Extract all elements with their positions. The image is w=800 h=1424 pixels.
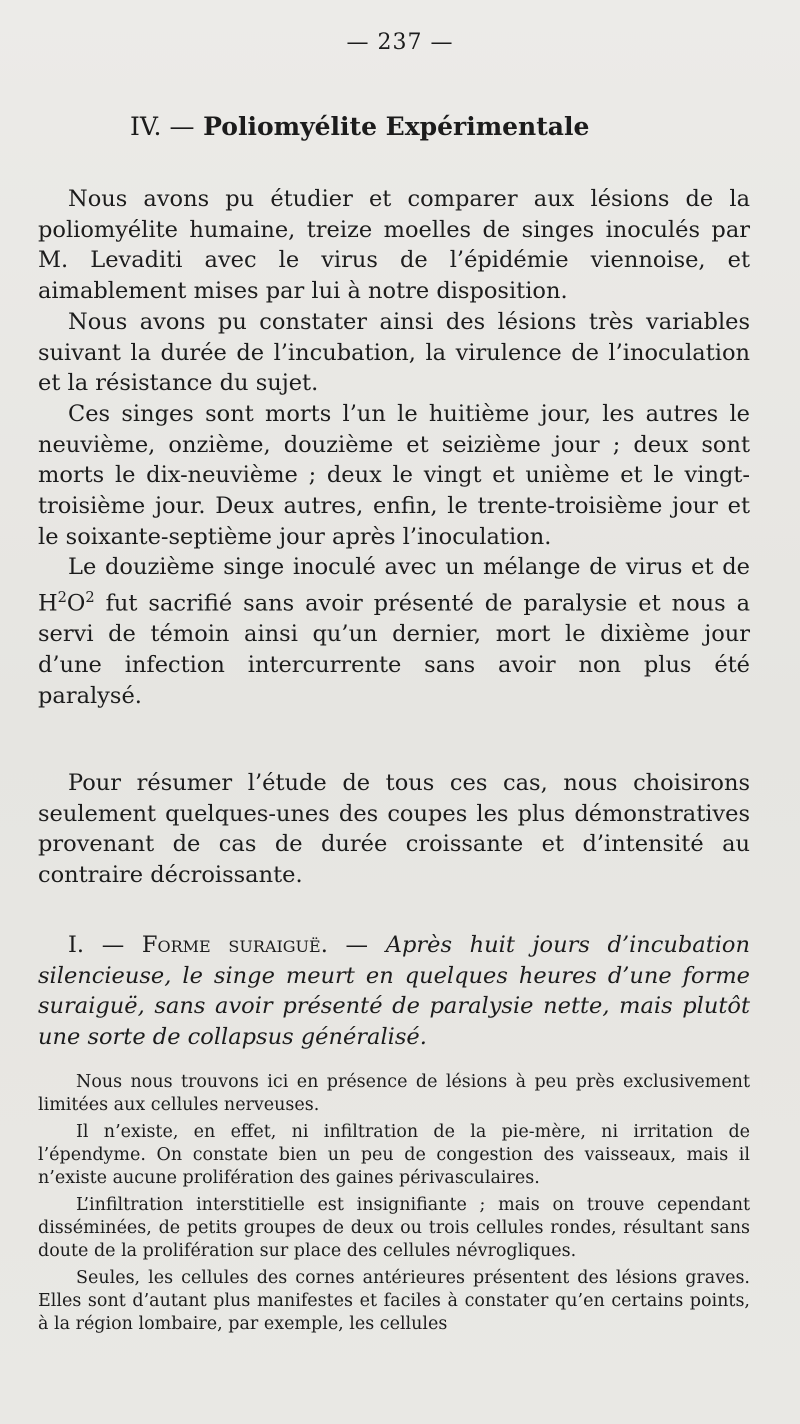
summary-paragraph-block (38, 768, 750, 891)
section-title: Poliomyélite Expérimentale (203, 112, 590, 141)
intro-paragraphs (38, 184, 750, 711)
subsection-title: Forme suraiguë. (141, 932, 328, 958)
subsection-number: I. — (68, 932, 125, 958)
section-heading (130, 112, 589, 141)
small-paragraph: Seules, les cellules des cornes antérieures présentent des lésions graves. Elles sont d’autant plus manifestes et faciles à constater qu’en certains points, à la région lombaire, par exemple, les cellules (38, 1268, 750, 1334)
paragraph: Nous avons pu constater ainsi des lésions très variables suivant la durée de l’incubation, la virulence de l’inoculation et la résistance du sujet. (38, 308, 750, 397)
subsection-dash: — (327, 932, 386, 958)
superscript: 2 (85, 589, 95, 607)
text-span: fut sacrifié sans avoir présenté de paralysie et nous a servi de témoin ainsi qu’un dernier, mort le dixième jour d’une infection intercurrente sans avoir non plus été paralysé. (38, 590, 750, 709)
section-number: IV. — (130, 112, 195, 141)
small-paragraph: Il n’existe, en effet, ni infiltration de la pie-mère, ni irritation de l’épendyme. On constate bien un peu de congestion des vaisseaux, mais il n’existe aucune prolifération des gaines périvasculaires. (38, 1122, 750, 1188)
small-paragraphs (38, 1071, 750, 1340)
paragraph-h2o2 (38, 552, 750, 711)
text-span: Le douzième singe inoculé avec un mélange de virus et de H (38, 554, 750, 617)
paragraph: Ces singes sont morts l’un le huitième jour, les autres le neuvième, onzième, douzième et seizième jour ; deux sont morts le dix-neuvième ; deux le vingt et unième et le vingt-troisième jour. Deux autres, enfin, le trente-troisième jour et le soixante-septième jour après l’inoculation. (38, 400, 750, 550)
small-paragraph: L’infiltration interstitielle est insignifiante ; mais on trouve cependant disséminées, de petits groupes de deux ou trois cellules rondes, résultant sans doute de la prolifération sur place des cellules névrogliques. (38, 1195, 750, 1261)
small-paragraph: Nous nous trouvons ici en présence de lésions à peu près exclusivement limitées aux cellules nerveuses. (38, 1072, 750, 1115)
page-number: — 237 — (346, 30, 454, 55)
paragraph: Nous avons pu étudier et comparer aux lésions de la poliomyélite humaine, treize moelles de singes inoculés par M. Levaditi avec le virus de l’épidémie viennoise, et aimablement mises par lui à notre disposition. (38, 186, 750, 305)
subsection-text: Après huit jours d’incubation silencieuse, le singe meurt en quelques heures d’une forme suraiguë, sans avoir présenté de paralysie nette, mais plutôt une sorte de collapsus généralisé. (38, 932, 750, 1051)
text-span: O (66, 590, 86, 617)
superscript: 2 (57, 589, 67, 607)
subsection-paragraph (38, 930, 750, 1053)
subsection-block (38, 930, 750, 1053)
paragraph: Pour résumer l’étude de tous ces cas, nous choisirons seulement quelques-unes des coupes les plus démonstratives provenant de cas de durée croissante et d’intensité au contraire décroissante. (38, 770, 750, 889)
